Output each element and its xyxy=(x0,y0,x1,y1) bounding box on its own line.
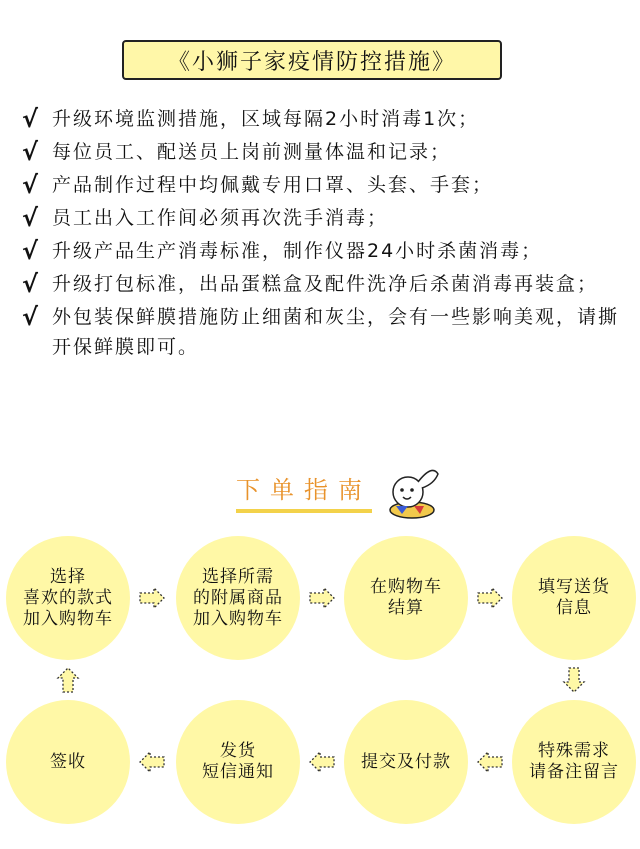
arrow-right-icon xyxy=(476,586,504,610)
list-item xyxy=(22,269,632,299)
step-sign-receipt xyxy=(6,700,130,824)
step-checkout xyxy=(344,536,468,660)
measure-text: 产品制作过程中均佩戴专用口罩、头套、手套； xyxy=(52,174,494,196)
list-item xyxy=(22,137,632,167)
list-item xyxy=(22,170,632,200)
step-label: 特殊需求 请备注留言 xyxy=(529,741,619,782)
check-icon: √ xyxy=(22,204,39,232)
arrow-left-icon xyxy=(308,750,336,774)
step-shipping-sms xyxy=(176,700,300,824)
step-select-style xyxy=(6,536,130,660)
step-label: 填写送货 信息 xyxy=(538,577,610,618)
measure-text: 每位员工、配送员上岗前测量体温和记录； xyxy=(52,141,452,163)
page-title: 《小狮子家疫情防控措施》 xyxy=(122,40,502,80)
arrow-down-icon xyxy=(562,666,586,694)
check-icon: √ xyxy=(22,237,39,265)
step-label: 选择所需 的附属商品 加入购物车 xyxy=(193,566,283,629)
arrow-up-icon xyxy=(56,666,80,694)
measure-text: 升级产品生产消毒标准，制作仪器24小时杀菌消毒； xyxy=(52,240,543,262)
check-icon: √ xyxy=(22,171,39,199)
step-delivery-info xyxy=(512,536,636,660)
guide-title: 下单指南 xyxy=(236,470,372,513)
step-label: 提交及付款 xyxy=(361,751,451,772)
measure-text: 升级环境监测措施，区域每隔2小时消毒1次； xyxy=(52,108,480,130)
step-label: 选择 喜欢的款式 加入购物车 xyxy=(23,566,113,629)
step-label: 签收 xyxy=(50,751,86,772)
lion-mascot-icon xyxy=(382,462,444,520)
arrow-right-icon xyxy=(138,586,166,610)
guide-heading xyxy=(236,462,444,520)
step-submit-pay xyxy=(344,700,468,824)
check-icon: √ xyxy=(22,138,39,166)
step-label: 发货 短信通知 xyxy=(202,741,274,782)
measure-text: 外包装保鲜膜措施防止细菌和灰尘，会有一些影响美观，请撕开保鲜膜即可。 xyxy=(52,306,620,358)
measures-list xyxy=(22,104,632,365)
arrow-right-icon xyxy=(308,586,336,610)
list-item xyxy=(22,302,632,362)
step-special-request xyxy=(512,700,636,824)
check-icon: √ xyxy=(22,270,39,298)
list-item xyxy=(22,104,632,134)
measure-text: 员工出入工作间必须再次洗手消毒； xyxy=(52,207,389,229)
list-item xyxy=(22,236,632,266)
step-select-accessories xyxy=(176,536,300,660)
list-item xyxy=(22,203,632,233)
check-icon: √ xyxy=(22,303,39,331)
step-label: 在购物车 结算 xyxy=(370,577,442,618)
measure-text: 升级打包标准，出品蛋糕盒及配件洗净后杀菌消毒再装盒； xyxy=(52,273,599,295)
arrow-left-icon xyxy=(476,750,504,774)
arrow-left-icon xyxy=(138,750,166,774)
check-icon: √ xyxy=(22,105,39,133)
